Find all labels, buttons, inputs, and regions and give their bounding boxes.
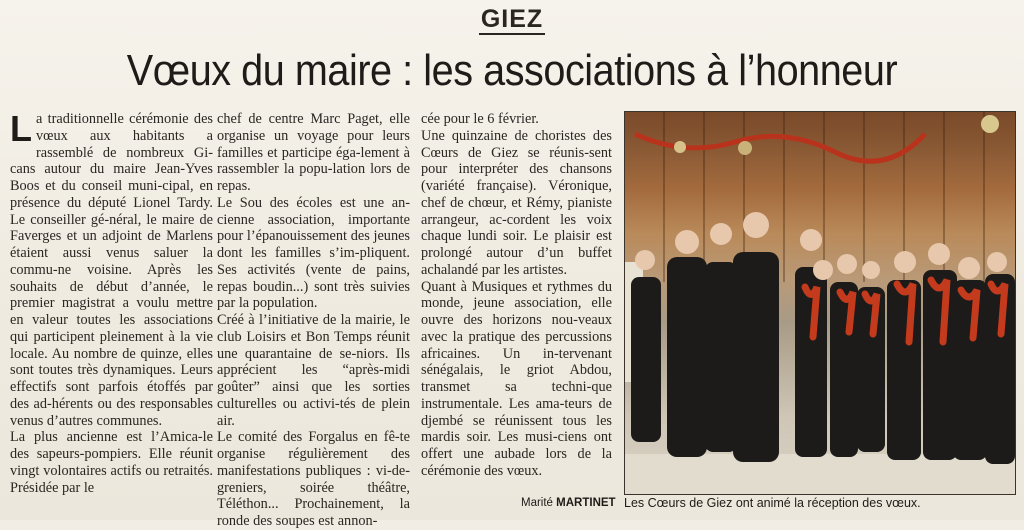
paragraph: Créé à l’initiative de la mairie, le club Loisirs et Bon Temps réunit une quarantaine de se-niors. Ils apprécient les “après-midi goûter” ainsi que les sorties culturelles ou activi-tés de plein air.: [217, 312, 410, 429]
author-byline: [521, 497, 616, 509]
choir-photo: [624, 111, 1016, 495]
paragraph: [10, 108, 213, 429]
ornament: [981, 115, 999, 133]
drop-cap: L: [10, 108, 32, 149]
paragraph: La plus ancienne est l’Amica-le des sapeurs-pompiers. Elle réunit vingt volontaires actifs ou retraités. Présidée par le: [10, 429, 213, 496]
text-column-3: [421, 111, 612, 517]
author-first-name: Marité: [521, 497, 553, 509]
paragraph: Le Sou des écoles est une an-cienne association, importante pour l’épanouissement des jeunes dont les familles s’im-pliquent. Ses activités (vente de pains, repas boudin...) sont très suivies par la population.: [217, 194, 410, 312]
paragraph: chef de centre Marc Paget, elle organise un voyage pour leurs familles et participe éga-lement à rassembler la popu-lation lors de repas.: [217, 111, 410, 194]
photo-caption: Les Cœurs de Giez ont animé la réception des vœux.: [624, 496, 921, 510]
author-last-name: MARTINET: [556, 497, 616, 509]
paragraph: Le comité des Forgalus en fê-te organise régulièrement des manifestations publiques : vi-de-greniers, soirée théâtre, Téléthon... Prochainement, la ronde des soupes est annon-: [217, 429, 410, 529]
section-kicker: [0, 6, 1024, 35]
kicker-text: GIEZ: [480, 5, 544, 33]
text-column-1: [10, 108, 213, 517]
article-headline: Vœux du maire : les associations à l’honneur: [126, 46, 898, 95]
ornament: [738, 141, 752, 155]
paragraph: Quant à Musiques et rythmes du monde, jeune association, elle ouvre des horizons nou-veaux avec la pratique des percussions africaines. Un in-tervenant sénégalais, le griot Abdou, transmet sa techni-que instrumentale. Les ama-teurs de djembé se réunissent tous les mardis soir. Les musi-ciens ont offert une aubade lors de la cérémonie des vœux.: [421, 278, 612, 479]
ornament: [674, 141, 686, 153]
choir-group-illustration: [625, 112, 1015, 494]
paragraph: Une quinzaine de choristes des Cœurs de Giez se réunis-sent pour interpréter des chansons (variété française). Véronique, chef de chœur, et Rémy, pianiste arrangeur, ac-cordent les voix chaque lundi soir. Le plaisir est prolongé autour d’un buffet achalandé par les artistes.: [421, 127, 612, 278]
paragraph: cée pour le 6 février.: [421, 111, 539, 127]
text-column-2: [217, 111, 410, 529]
people-group: [631, 212, 1015, 464]
paragraph-text: a traditionnelle cérémonie des vœux aux habitants a rassemblé de nombreux Gi-cans autour du maire Jean-Yves Boos et du conseil muni-cipal, en présence du député Lionel Tardy. Le conseiller gé-néral, le maire de Faverges et un adjoint de Marlens étaient aussi venus saluer la commu-ne voisine. Après les souhaits de début d’année, le premier magistrat a voulu mettre en valeur toutes les associations qui participent pleinement à la vie locale. Au nombre de quinze, elles sont toutes très dynamiques. Leurs effectifs sont parfois étoffés par des ad-hérents ou des responsables venus d’autres communes.: [10, 111, 213, 429]
